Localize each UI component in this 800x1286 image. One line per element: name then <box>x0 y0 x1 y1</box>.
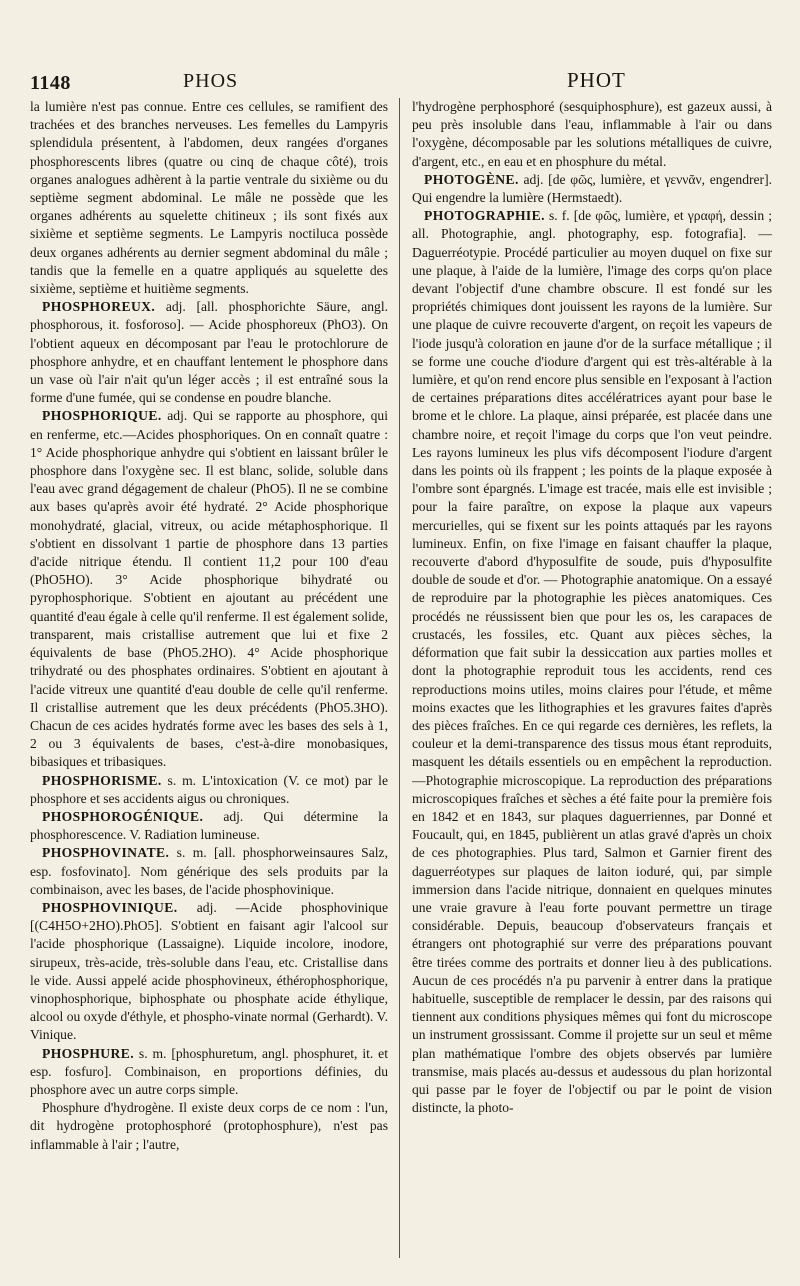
entry-phosphoreux <box>30 298 388 407</box>
entry-photogene <box>412 171 772 207</box>
entry-text: adj. [de φῶς, lumière, et γεννᾶν, engendrer]. Qui engendre la lumière (Hermstaedt). <box>412 171 772 206</box>
entry-phosphorogenique <box>30 808 388 844</box>
headword: PHOSPHORIQUE. <box>42 408 162 424</box>
entry-text: Phosphure d'hydrogène. Il existe deux corps de ce nom : l'un, dit hydrogène protophosphoré (protophosphure), n'est pas inflammable à l'air ; l'autre, <box>30 1100 388 1152</box>
entry-phosphure <box>30 1045 388 1100</box>
left-running-head: PHOS <box>183 70 239 92</box>
entry-text: s. f. [de φῶς, lumière, et γραφή, dessin ; all. Photographie, angl. photography, esp. fotografia]. — Daguerréotypie. Procédé particulier au moyen duquel on fixe sur une plaque, à l'aide de la lumière, l'image des corps qu'on place devant l'objectif d'une chambre obscure. Il est fondé sur les propriétés chimiques dont jouissent les rayons de la lumière. Sur une plaque de cuivre recouverte d'argent, on reçoit les vapeurs de l'iode jusqu'à coloration en jaune d'or de la surface métallique ; il se forme une couche d'iodure d'argent qui est très-altérable à la lumière, et qu'on rend encore plus sensible en l'exposant à l'action de certaines préparations dites accélératrices ayant pour base le brome et le chlore. La plaque, ainsi préparée, est placée dans une chambre noire, et reçoit l'image du corps que l'on veut peindre. Les rayons lumineux les plus vifs décomposent l'iodure d'argent dans les points où ils frappent ; les points de la plaque exposée à l'ombre sont épargnés. L'image est tracée, mais elle est invisible ; pour la faire paraître, on expose la plaque aux vapeurs mercurielles, qui se fixent sur les points attaqués par les rayons lumineux. Enfin, on fixe l'image en faisant chauffer la plaque, recouverte d'abord d'hyposulfite de soude, puis d'hyposulfite double de soude et d'or. — Photographie anatomique. On a essayé de reproduire par la photographie les pièces anatomiques. Ces procédés ne réussissent bien que pour les os, les carapaces de crustacés, les fossiles, etc. Quant aux pièces sèches, la déformation que fait subir la dessiccation aux parties molles et dont la photographie reproduit tous les accidents, rend ces reproductions moins utiles, moins claires pour l'étude, et même moins exactes que les lithographies et les gravures faites d'après des pièces fraîches. En ce qui regarde ces dernières, les reflets, la couleur et la demi-transparence des tissus mous étant reproduits, masquent les détails essentiels ou en empêchent la reproduction.—Photographie microscopique. La reproduction des préparations microscopiques fraîches et sèches a été faite pour la première fois en 1842 et en 1843, sur plaques daguerriennes, par Donné et Foucault, qui, en 1845, publièrent un atlas gravé d'après un choix de ces photographies. Plus tard, Salmon et Garnier firent des daguerréotypes sur plaques de laiton ioduré, qui, par simple immersion dans l'acide nitrique, donnaient en quelques minutes une vraie gravure à l'eau forte pouvant permettre un tirage considérable. Depuis, beaucoup d'observateurs français et étrangers ont photographié sur verre des préparations pouvant être tirées comme des portraits et donner lieu à des publications. Aucun de ces procédés n'a pu parvenir à entrer dans la pratique habituelle, susceptible de remplacer le dessin, par des raisons qui tiennent aux conditions physiques mêmes qui font du microscope un instrument grossissant. Comme il projette sur un seul et même plan mathématique l'ombre des objets observés par lumière transmise, mais placés au-dessus et audessous du plan horizontal qui passe par le foyer de l'objectif ou par le point de vision distincte, la photo- <box>412 208 772 1116</box>
entry-text: s. m. L'intoxication (V. ce mot) par le phosphore et ses accidents aigus ou chroniques. <box>30 772 388 806</box>
entry-text: adj. Qui détermine la phosphorescence. V. Radiation lumineuse. <box>30 808 388 843</box>
headword: PHOSPHOREUX. <box>42 299 156 315</box>
headword: PHOSPHORISME. <box>42 772 162 788</box>
running-header <box>0 62 800 98</box>
headword: PHOSPHOVINIQUE. <box>42 899 178 915</box>
entry-continuation: la lumière n'est pas connue. Entre ces cellules, se ramifient des trachées et des branches nerveuses. Les femelles du Lampyris splendidula présentent, à l'abdomen, deux rangées d'organes phosphorescents libres (quatre ou cinq de chaque côté), trois organes analogues adhèrent à la partie ventrale du sixième ou du septième segment abdominal. Le mâle ne possède que les organes adhérents au squelette chitineux ; ils sont fixés aux sixième et septième segments. Le Lampyris noctiluca possède deux organes adhérents au dernier segment abdominal du mâle ; tandis que la femelle en a quatre appliqués au squelette des sixième, septième et huitième segments. <box>30 99 388 297</box>
headword: PHOTOGÈNE. <box>424 171 519 187</box>
headword: PHOSPHURE. <box>42 1045 134 1061</box>
right-column <box>412 98 772 1280</box>
left-column <box>30 98 388 1280</box>
entry-phosphorisme <box>30 772 388 808</box>
entry-text: adj. [all. phosphorichte Säure, angl. phosphorous, it. fosforoso]. — Acide phosphoreux (PhO3). On l'obtient aqueux en décomposant par l'eau le protochlorure de phosphore anhydre, et en chauffant lentement le phosphore dans un vase où l'air n'ait qu'un léger accès ; il est entraîné sous la forme d'une fumée, qui se condense en poudre blanche. <box>30 299 388 406</box>
headword: PHOTOGRAPHIE. <box>424 208 545 224</box>
entry-photographie <box>412 207 772 1117</box>
entry-phosphure-hydrogene <box>30 1099 388 1154</box>
entry-text: adj. —Acide phosphovinique [(C4H5O+2HO).PhO5]. S'obtient en faisant agir l'alcool sur l'acide phosphorique (Lassaigne). Liquide incolore, inodore, sirupeux, très-acide, très-soluble dans l'eau, etc. Cristallise dans le vide. Aussi appelé acide phosphovineux, éthérophosphorique, vinophosphorique, biphosphate ou phosphate acide éthylique, alcool ou oxyde d'éthyle, et phospho-vinate normal (Gerhardt). V. Vinique. <box>30 899 388 1043</box>
headword: PHOSPHOVINATE. <box>42 845 170 861</box>
headword: PHOSPHOROGÉNIQUE. <box>42 808 204 824</box>
entry-text: s. m. [all. phosphorweinsaures Salz, esp. fosfovinato]. Nom générique des sels produits par la combinaison, avec les bases, de l'acide phosphovinique. <box>30 845 388 897</box>
entry-phosphovinique <box>30 899 388 1045</box>
entry-text: s. m. [phosphuretum, angl. phosphuret, it. et esp. fosfuro]. Combinaison, en proportions définies, du phosphore avec un autre corps simple. <box>30 1045 388 1097</box>
entry-continuation: l'hydrogène perphosphoré (sesquiphosphure), est gazeux aussi, à peu près insoluble dans l'eau, inflammable à l'air ou dans l'oxygène, décomposable par les solutions métalliques de cuivre, d'argent, etc., en eau et en phosphure du métal. <box>412 99 772 169</box>
entry-text: adj. Qui se rapporte au phosphore, qui en renferme, etc.—Acides phosphoriques. On en connaît quatre : 1° Acide phosphorique anhydre qui s'obtient en laissant brûler le phosphore dans l'oxygène sec. Il est blanc, solide, soluble dans l'eau avec grand dégagement de chaleur (PhO5). Il ne se combine aux bases qu'après avoir été hydraté. 2° Acide phosphorique monohydraté, glacial, vitreux, ou acide métaphosphorique. Il s'obtient en dissolvant 1 partie de phosphore dans 13 parties d'acide nitrique étendu. Il contient 11,2 pour 100 d'eau (PhO5HO). 3° Acide phosphorique bihydraté ou pyrophosphorique. S'obtient en ajoutant au précédent une quantité d'eau égale à celle qu'il renferme. Il est également solide, transparent, mais cristallise autrement que lui et fixe 2 équivalents de base (PhO5.2HO). 4° Acide phosphorique trihydraté ou des phosphates ordinaires. S'obtient en ajoutant à l'acide vitreux une quantité d'eau double de celle qu'il renferme. Il cristallise autrement que les deux précédents (PhO5.3HO). Chacun de ces acides hydratés forme avec les bases des sels à 1, 2 ou 3 équivalents de bases, c'est-à-dire monobasiques, bibasiques et tribasiques. <box>30 408 388 770</box>
column-divider <box>399 98 400 1258</box>
entry-phosphorique <box>30 407 388 771</box>
right-running-head: PHOT <box>567 68 626 92</box>
page-number: 1148 <box>30 72 71 94</box>
entry-phosphovinate <box>30 844 388 899</box>
